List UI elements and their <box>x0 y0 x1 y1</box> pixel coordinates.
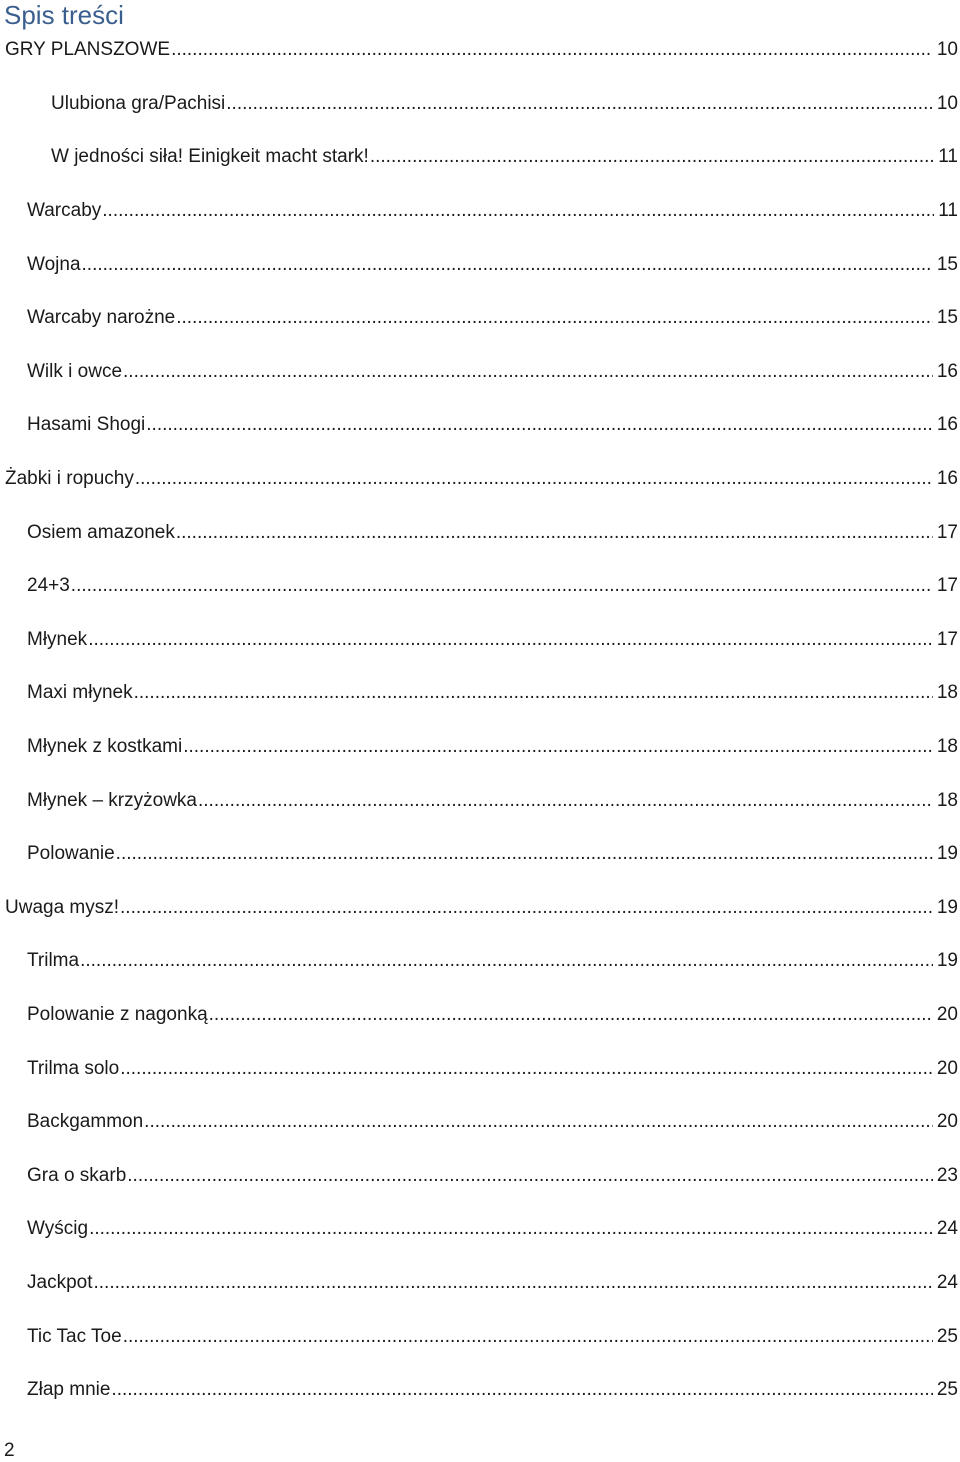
toc-leader-dots <box>123 1323 933 1351</box>
toc-entry-text: Złap mnie <box>27 1379 111 1400</box>
toc-entry-page: 24 <box>936 1272 958 1293</box>
toc-entry-page: 20 <box>936 1111 958 1132</box>
toc-title: Spis treści <box>4 0 124 30</box>
toc-entry-text: Młynek <box>27 629 88 650</box>
toc-entry[interactable] <box>5 894 958 922</box>
toc-leader-dots <box>127 1162 933 1190</box>
toc-entry[interactable] <box>27 197 958 225</box>
toc-entry-page: 18 <box>936 790 958 811</box>
toc-entry[interactable] <box>27 1001 958 1029</box>
toc-entry-page: 24 <box>936 1218 958 1239</box>
toc-entry-text: GRY PLANSZOWE <box>5 39 171 60</box>
toc-leader-dots <box>102 197 934 225</box>
toc-entry[interactable] <box>27 733 958 761</box>
toc-entry-text: Backgammon <box>27 1111 144 1132</box>
toc-leader-dots <box>135 465 933 493</box>
toc-entry-page: 10 <box>936 93 958 114</box>
toc-entry-text: Żabki i ropuchy <box>5 468 134 489</box>
toc-entry-page: 16 <box>936 468 958 489</box>
toc-entry[interactable] <box>27 947 958 975</box>
toc-leader-dots <box>89 1215 933 1243</box>
toc-entry[interactable] <box>27 1055 958 1083</box>
toc-entry-text: Uwaga mysz! <box>5 897 120 918</box>
toc-leader-dots <box>144 1108 933 1136</box>
toc-entry[interactable] <box>27 1108 958 1136</box>
toc-leader-dots <box>120 894 933 922</box>
toc-entry-text: Ulubiona gra/Pachisi <box>51 93 226 114</box>
toc-entry[interactable] <box>5 36 958 64</box>
toc-leader-dots <box>171 36 933 64</box>
toc-entry-text: Tic Tac Toe <box>27 1326 122 1347</box>
toc-entry[interactable] <box>27 1376 958 1404</box>
toc-entry-text: Wyścig <box>27 1218 89 1239</box>
toc-entry[interactable] <box>27 358 958 386</box>
toc-entry-text: Trilma <box>27 950 80 971</box>
toc-entry-text: Trilma solo <box>27 1058 120 1079</box>
toc-entry[interactable] <box>27 1269 958 1297</box>
toc-leader-dots <box>370 143 934 171</box>
toc-entry-text: Gra o skarb <box>27 1165 127 1186</box>
toc-entry[interactable] <box>27 787 958 815</box>
toc-entry-page: 19 <box>936 950 958 971</box>
toc-entry-text: Polowanie <box>27 843 115 864</box>
toc-entry-page: 20 <box>936 1004 958 1025</box>
toc-leader-dots <box>198 787 933 815</box>
toc-entry[interactable] <box>27 1323 958 1351</box>
toc-leader-dots <box>80 947 933 975</box>
toc-entry-page: 19 <box>936 843 958 864</box>
toc-leader-dots <box>209 1001 933 1029</box>
toc-entry-page: 19 <box>936 897 958 918</box>
toc-entry-page: 16 <box>936 414 958 435</box>
toc-entry-page: 20 <box>936 1058 958 1079</box>
toc-entry-page: 17 <box>936 629 958 650</box>
toc-entry-page: 11 <box>938 200 958 221</box>
toc-entry[interactable] <box>27 1162 958 1190</box>
toc-entry-page: 25 <box>936 1379 958 1400</box>
toc-leader-dots <box>146 411 933 439</box>
toc-entry[interactable] <box>27 572 958 600</box>
toc-leader-dots <box>82 251 933 279</box>
toc-entry[interactable] <box>51 143 958 171</box>
toc-entry-text: Wilk i owce <box>27 361 123 382</box>
toc-entry-page: 18 <box>936 736 958 757</box>
toc-entry[interactable] <box>27 1215 958 1243</box>
toc-entry[interactable] <box>27 304 958 332</box>
toc-leader-dots <box>88 626 933 654</box>
toc-entry-page: 15 <box>936 254 958 275</box>
toc-leader-dots <box>226 90 933 118</box>
toc-entry-text: Hasami Shogi <box>27 414 146 435</box>
toc-entry-text: Warcaby <box>27 200 102 221</box>
page-number: 2 <box>4 1440 15 1461</box>
toc-leader-dots <box>123 358 933 386</box>
toc-entry-text: Jackpot <box>27 1272 93 1293</box>
toc-leader-dots <box>134 679 933 707</box>
toc-entry-text: 24+3 <box>27 575 70 596</box>
toc-entry-text: Maxi młynek <box>27 682 133 703</box>
toc-entry[interactable] <box>27 679 958 707</box>
toc-leader-dots <box>176 304 933 332</box>
toc-entry-page: 17 <box>936 575 958 596</box>
toc-entry-text: Osiem amazonek <box>27 522 175 543</box>
toc-entry-page: 11 <box>938 146 958 167</box>
toc-entry[interactable] <box>27 251 958 279</box>
toc-entry-page: 18 <box>936 682 958 703</box>
toc-leader-dots <box>116 840 933 868</box>
toc-entry-text: Młynek – krzyżowka <box>27 790 197 811</box>
toc-entry-text: Wojna <box>27 254 81 275</box>
toc-entry[interactable] <box>5 465 958 493</box>
toc-entry-page: 10 <box>936 39 958 60</box>
toc-leader-dots <box>183 733 933 761</box>
toc-entry[interactable] <box>51 90 958 118</box>
toc-leader-dots <box>176 519 933 547</box>
toc-entry[interactable] <box>27 411 958 439</box>
toc-entry-page: 15 <box>936 307 958 328</box>
toc-leader-dots <box>93 1269 932 1297</box>
toc-entry-text: Polowanie z nagonką <box>27 1004 208 1025</box>
toc-entry[interactable] <box>27 626 958 654</box>
toc-entry-page: 23 <box>936 1165 958 1186</box>
toc-entry-text: Młynek z kostkami <box>27 736 183 757</box>
toc-entry-page: 17 <box>936 522 958 543</box>
toc-leader-dots <box>111 1376 932 1404</box>
toc-entry-page: 25 <box>936 1326 958 1347</box>
toc-leader-dots <box>71 572 933 600</box>
toc-leader-dots <box>120 1055 933 1083</box>
toc-entry-text: W jedności siła! Einigkeit macht stark! <box>51 146 369 167</box>
toc-entry[interactable] <box>27 840 958 868</box>
toc-entry[interactable] <box>27 519 958 547</box>
toc-entry-page: 16 <box>936 361 958 382</box>
toc-entry-text: Warcaby narożne <box>27 307 176 328</box>
